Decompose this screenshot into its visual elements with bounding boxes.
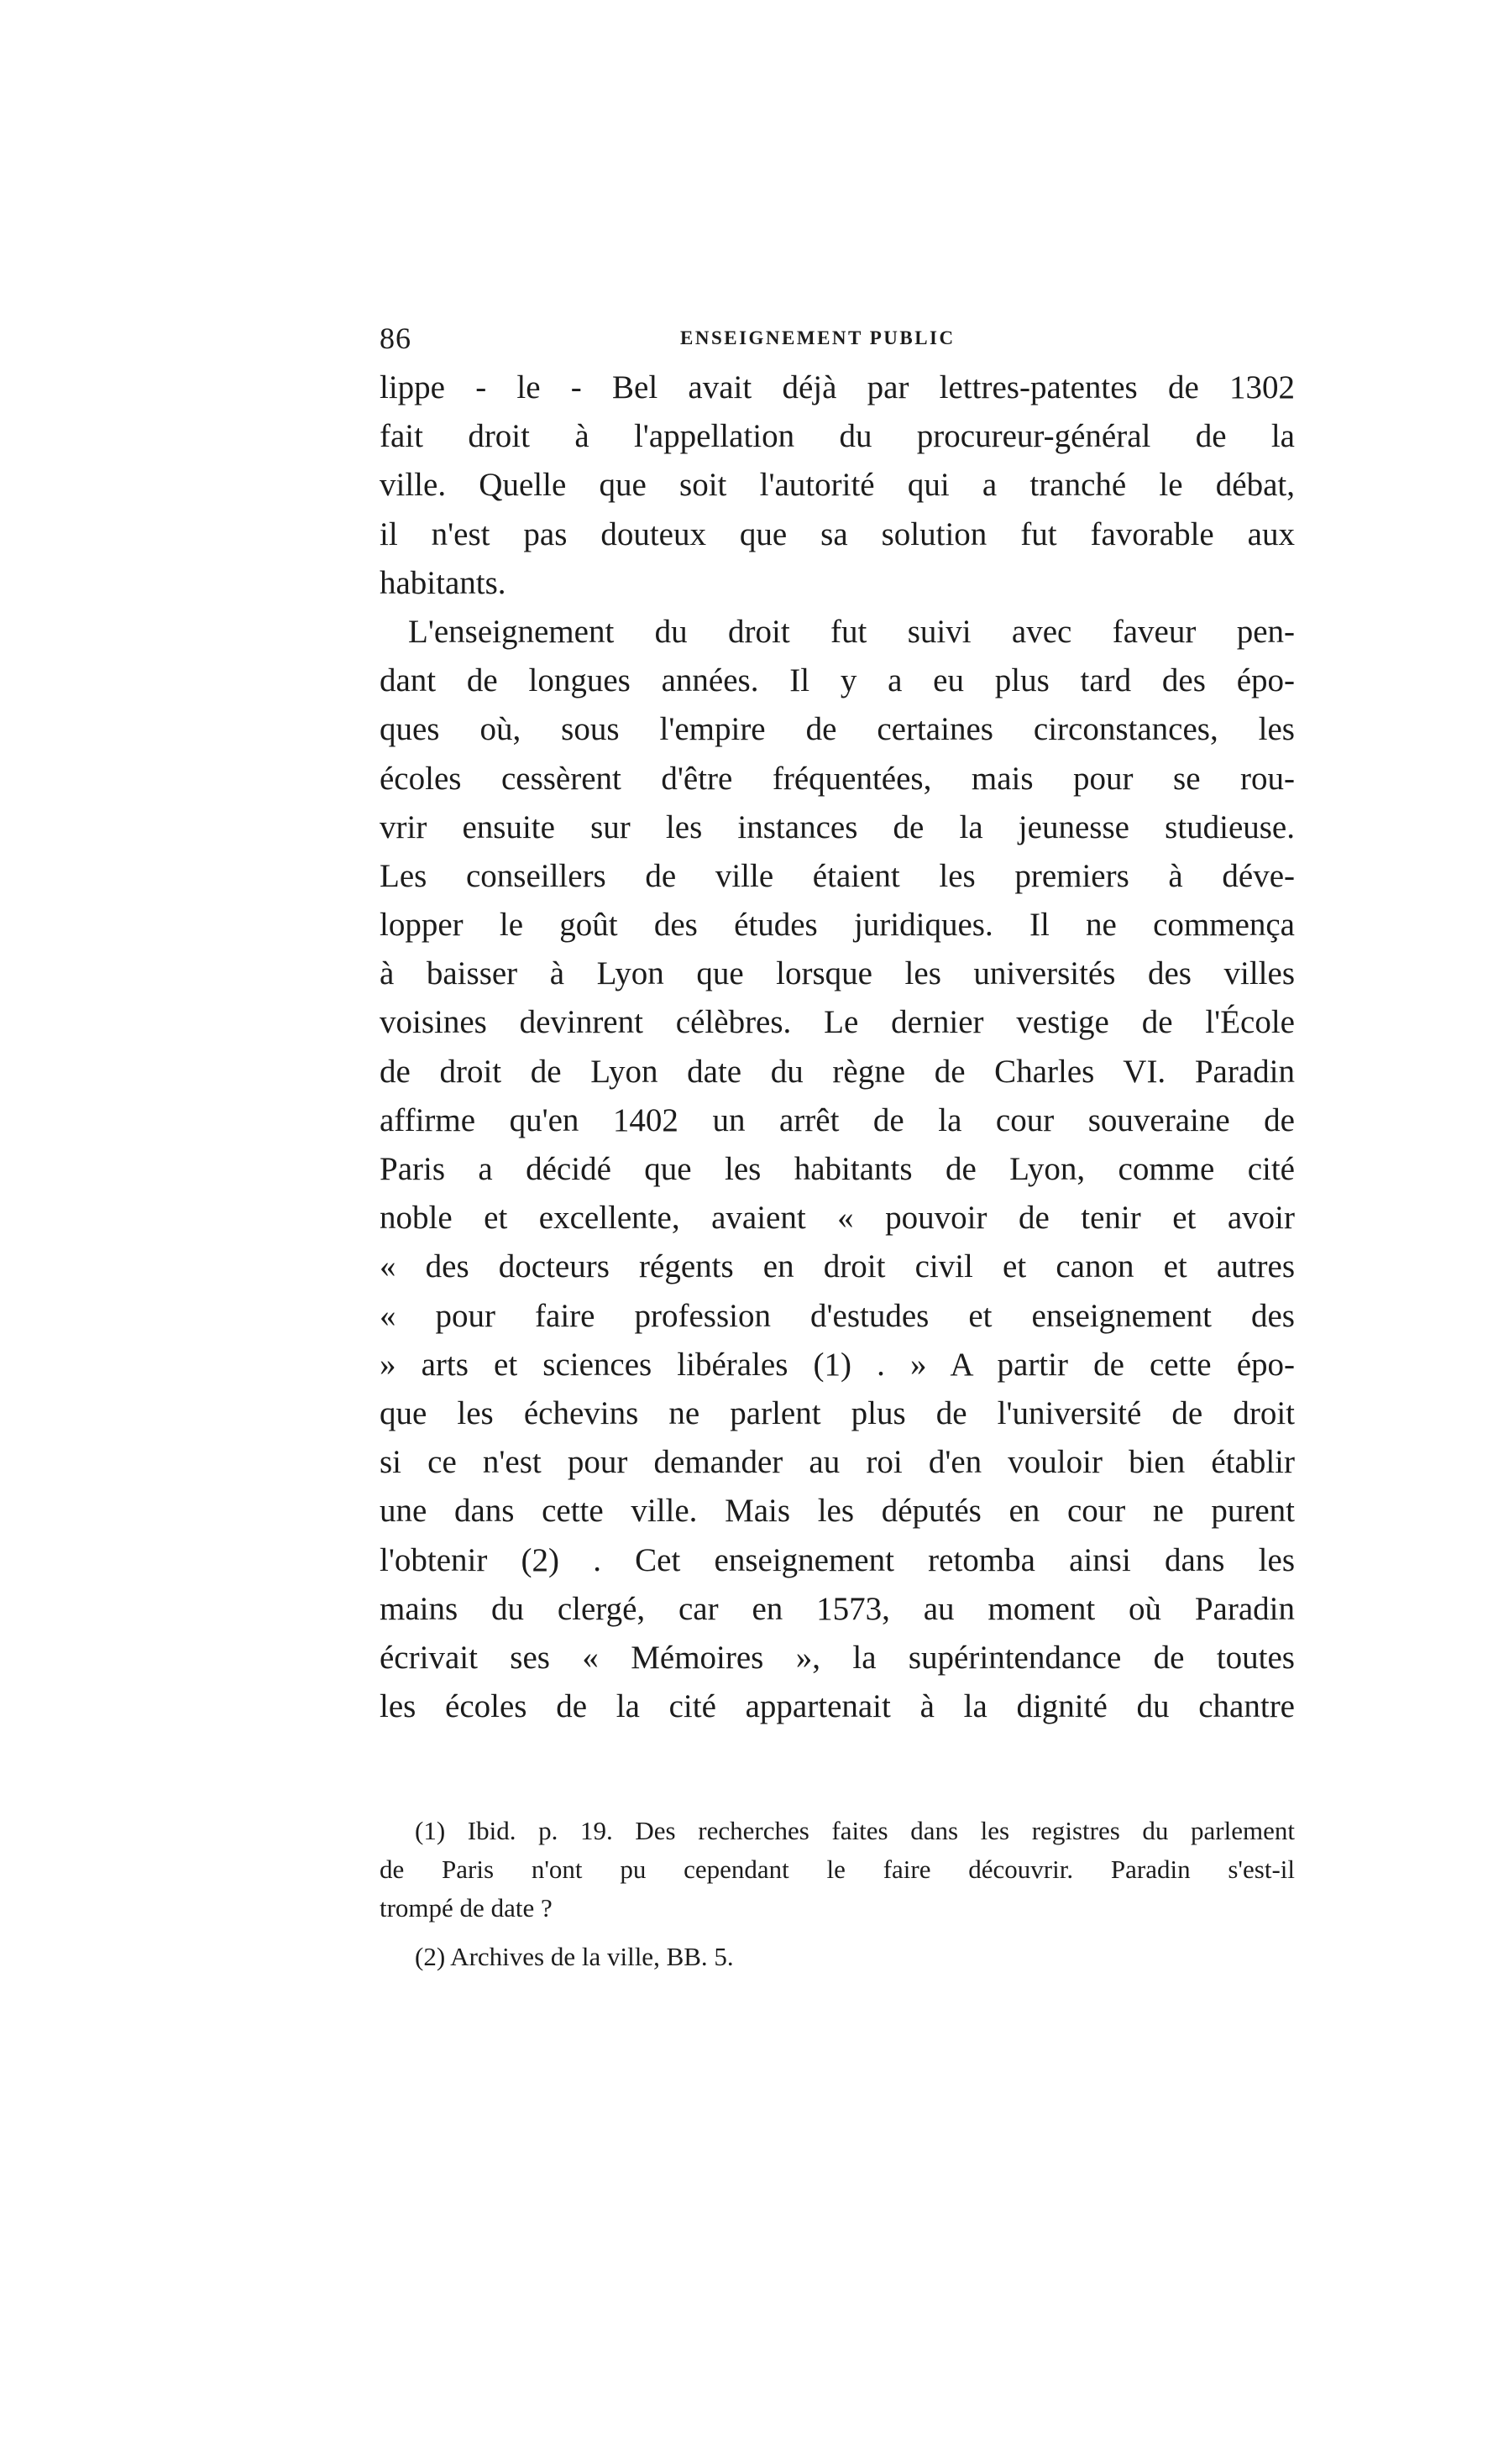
text-line: l'obtenir (2) . Cet enseignement retomba ainsi dans les: [380, 1541, 1295, 1578]
running-head: ENSEIGNEMENT PUBLIC: [680, 327, 956, 348]
body-text: [380, 364, 1295, 1731]
page-number: 86: [380, 322, 411, 355]
text-line: vrir ensuite sur les instances de la jeunesse studieuse.: [380, 808, 1295, 845]
page-header: [380, 321, 1295, 361]
text-line: les écoles de la cité appartenait à la dignité du chantre: [380, 1688, 1295, 1725]
text-line: L'enseignement du droit fut suivi avec faveur pen-: [408, 613, 1295, 650]
text-line: il n'est pas douteux que sa solution fut favorable aux: [380, 515, 1295, 552]
text-line: ques où, sous l'empire de certaines circonstances, les: [380, 711, 1295, 748]
text-line: fait droit à l'appellation du procureur-général de la: [380, 418, 1295, 455]
footnote-line: (2) Archives de la ville, BB. 5.: [415, 1942, 734, 1971]
footnote-spacer: [380, 1928, 1295, 1938]
text-line: Paris a décidé que les habitants de Lyon, comme cité: [380, 1151, 1295, 1187]
footnote-line: trompé de date ?: [380, 1893, 553, 1923]
text-line: mains du clergé, car en 1573, au moment où Paradin: [380, 1590, 1295, 1627]
text-line: « des docteurs régents en droit civil et canon et autres: [380, 1248, 1295, 1285]
text-line: écrivait ses « Mémoires », la supérintendance de toutes: [380, 1639, 1295, 1676]
footnote-1: [380, 1812, 1295, 1928]
text-line: de droit de Lyon date du règne de Charles VI. Paradin: [380, 1053, 1295, 1090]
footnote-line: de Paris n'ont pu cependant le faire découvrir. Paradin s'est-il: [380, 1855, 1295, 1884]
text-line: dant de longues années. Il y a eu plus tard des épo-: [380, 662, 1295, 699]
text-line: affirme qu'en 1402 un arrêt de la cour souveraine de: [380, 1101, 1295, 1138]
text-line: habitants.: [380, 564, 506, 601]
text-line: noble et excellente, avaient « pouvoir de tenir et avoir: [380, 1200, 1295, 1237]
text-line: Les conseillers de ville étaient les premiers à déve-: [380, 857, 1295, 894]
text-line: à baisser à Lyon que lorsque les universités des villes: [380, 955, 1295, 992]
text-line: » arts et sciences libérales (1) . » A partir de cette épo-: [380, 1346, 1295, 1383]
footnote-2: [380, 1938, 1295, 1976]
text-line: une dans cette ville. Mais les députés en cour ne purent: [380, 1493, 1295, 1530]
text-line: voisines devinrent célèbres. Le dernier vestige de l'École: [380, 1004, 1295, 1041]
text-line: ville. Quelle que soit l'autorité qui a tranché le débat,: [380, 467, 1295, 504]
footnotes: [380, 1812, 1295, 1976]
text-line: « pour faire profession d'estudes et enseignement des: [380, 1297, 1295, 1334]
text-line: si ce n'est pour demander au roi d'en vouloir bien établir: [380, 1444, 1295, 1481]
footnote-line: (1) Ibid. p. 19. Des recherches faites dans les registres du parlement: [415, 1816, 1295, 1845]
text-line: lopper le goût des études juridiques. Il ne commença: [380, 907, 1295, 944]
text-line: que les échevins ne parlent plus de l'université de droit: [380, 1394, 1295, 1431]
text-line: lippe - le - Bel avait déjà par lettres-patentes de 1302: [380, 369, 1295, 405]
text-line: écoles cessèrent d'être fréquentées, mais pour se rou-: [380, 760, 1295, 797]
